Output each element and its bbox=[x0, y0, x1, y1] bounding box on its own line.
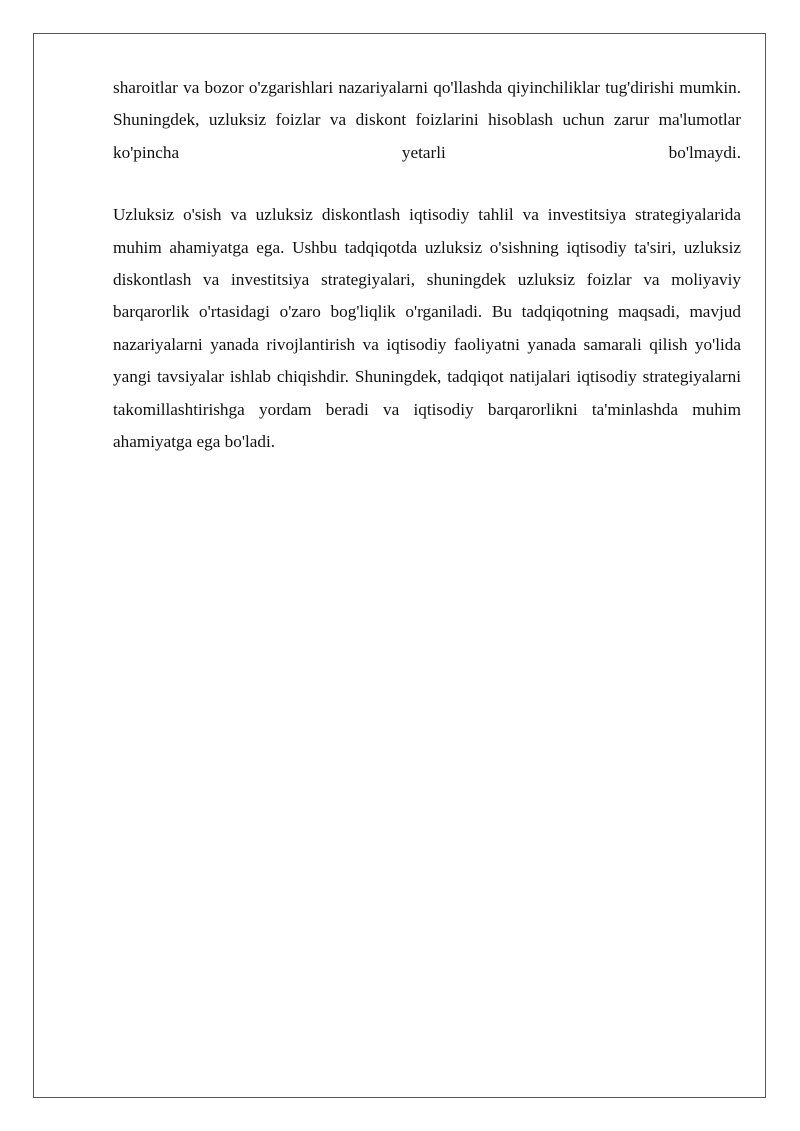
paragraph-1: sharoitlar va bozor o'zgarishlari nazariyalarni qo'llashda qiyinchiliklar tug'dirishi mumkin. Shuningdek, uzluksiz foizlar va diskont foizlarini hisoblash uchun zarur ma'lumotlar ko'pincha yetarli bo'lmaydi. bbox=[113, 78, 741, 162]
paragraph-2: Uzluksiz o'sish va uzluksiz diskontlash iqtisodiy tahlil va investitsiya strategiyalarida muhim ahamiyatga ega. Ushbu tadqiqotda uzluksiz o'sishning iqtisodiy ta'siri, uzluksiz diskontlash va investitsiya strategiyalari, shuningdek uzluksiz foizlar va moliyaviy barqarorlik o'rtasidagi o'zaro bog'liqlik o'rganiladi. Bu tadqiqotning maqsadi, mavjud nazariyalarni yanada rivojlantirish va iqtisodiy faoliyatni yanada samarali qilish yo'lida yangi tavsiyalar ishlab chiqishdir. Shuningdek, tadqiqot natijalari iqtisodiy strategiyalarni takomillashtirishga yordam beradi va iqtisodiy barqarorlikni ta'minlashda muhim ahamiyatga ega bo'ladi. bbox=[113, 205, 741, 452]
paragraph-spacer bbox=[113, 169, 741, 199]
document-body bbox=[113, 72, 741, 458]
